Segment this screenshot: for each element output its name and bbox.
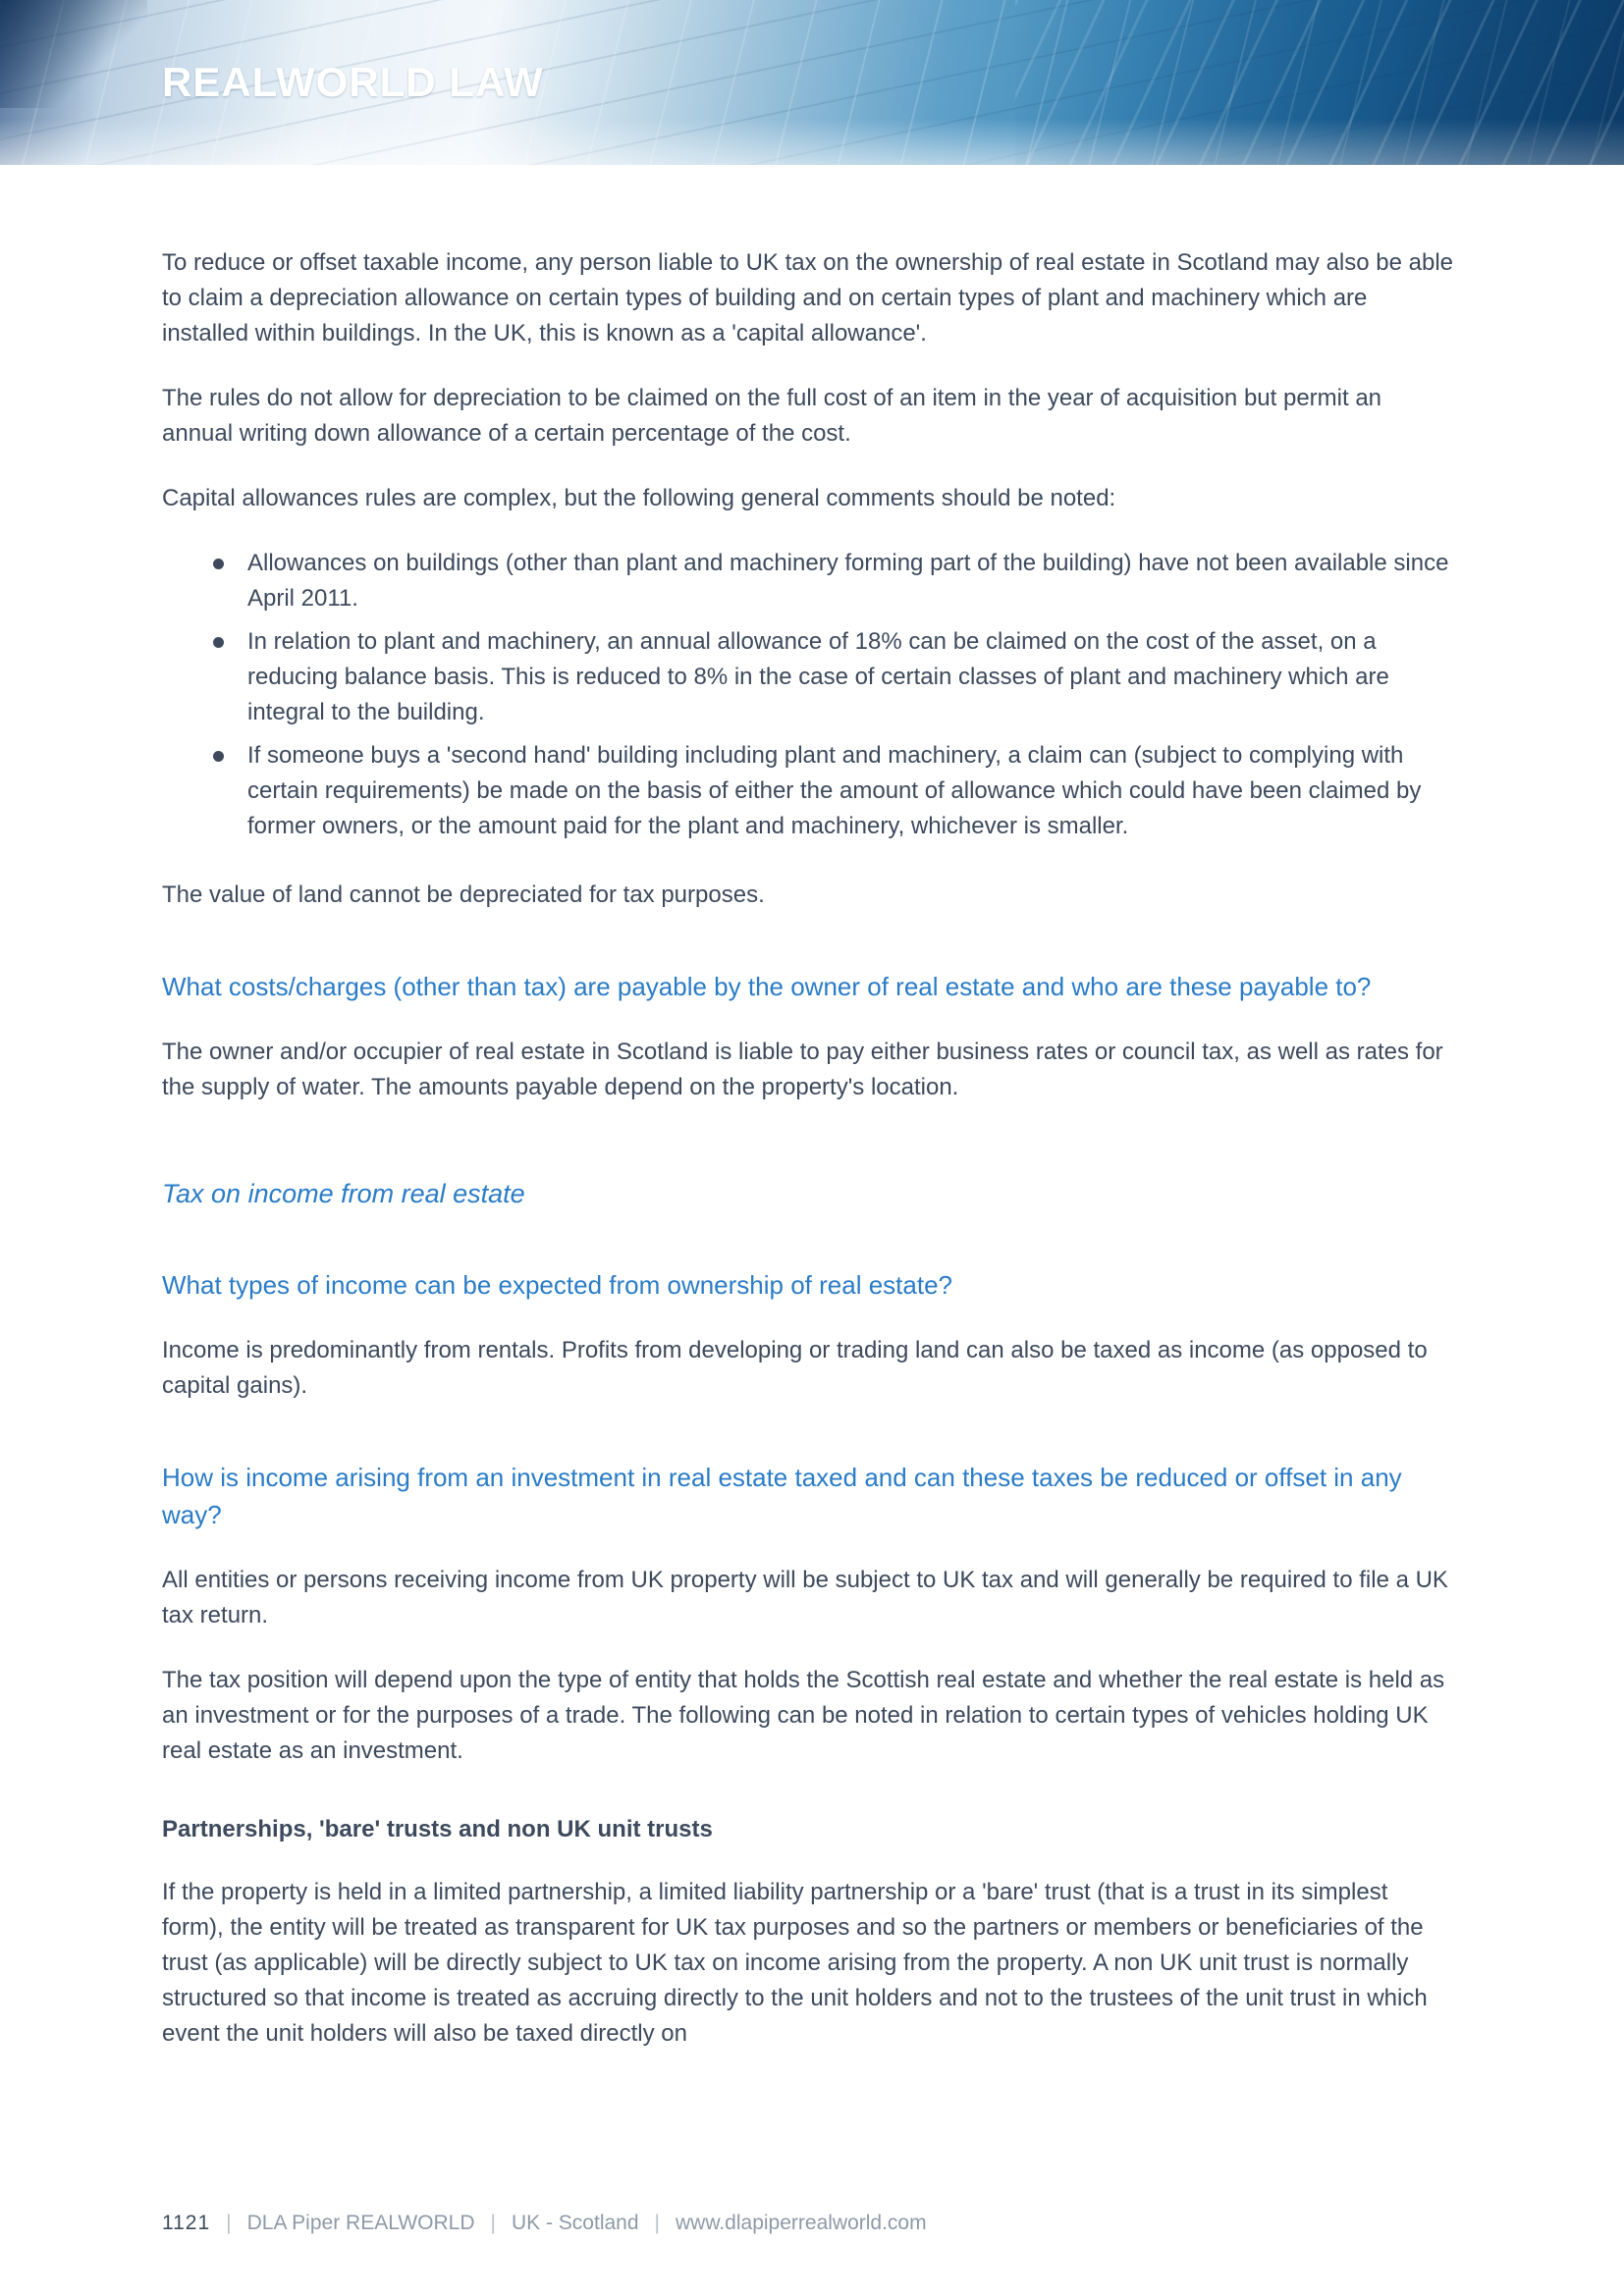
bullet-icon [213, 751, 224, 762]
bullet-item [213, 624, 1453, 730]
bullet-item [213, 546, 1453, 616]
paragraph-rules-complex: Capital allowances rules are complex, but the following general comments should be noted: [162, 485, 1116, 511]
footer-separator: | [490, 2212, 496, 2234]
footer-separator: | [654, 2212, 660, 2234]
bullet-text: If someone buys a 'second hand' building including plant and machinery, a claim can (subject to complying with certain requirements) be made on the basis of either the amount of allowance which could have been claimed by former owners, or the amount paid for the plant and machinery, whichever is smaller. [247, 742, 1422, 839]
bullet-item [213, 738, 1453, 844]
brand-title: REALWORLD LAW [162, 59, 544, 105]
bullet-icon [213, 559, 224, 569]
paragraph-limited-partnership: If the property is held in a limited partnership, a limited liability partnership or a 'bare' trust (that is a trust in its simplest form), the entity will be treated as transparent for UK tax purposes and so the partners or members or beneficiaries of the trust (as applicable) will be directly subject to UK tax on income arising from the property. A non UK unit trust is normally structured so that income is treated as accruing directly to the unit holders and not to the trustees of the unit trust in which event the unit holders will also be taxed directly on [162, 1879, 1428, 2047]
paragraph-writing-down: The rules do not allow for depreciation to be claimed on the full cost of an item in the year of acquisition but permit an annual writing down allowance of a certain percentage of the cost. [162, 385, 1382, 447]
paragraph-income-rentals: Income is predominantly from rentals. Profits from developing or trading land can also be taxed as income (as opposed to capital gains). [162, 1337, 1428, 1399]
footer-url[interactable]: www.dlapiperrealworld.com [676, 2212, 927, 2234]
page-number: 1121 [162, 2212, 211, 2234]
section-heading-income-taxed: How is income arising from an investment in real estate taxed and can these taxes be reduced or offset in any way? [162, 1463, 1402, 1529]
document-body [0, 165, 1624, 2052]
paragraph-uk-tax-return: All entities or persons receiving income from UK property will be subject to UK tax and will generally be required to file a UK tax return. [162, 1567, 1448, 1629]
subheading-partnerships-trusts: Partnerships, 'bare' trusts and non UK unit trusts [162, 1816, 713, 1842]
bullet-icon [213, 637, 224, 648]
header-banner [0, 0, 1624, 165]
section-heading-types-of-income: What types of income can be expected from ownership of real estate? [162, 1270, 952, 1300]
footer-region: UK - Scotland [511, 2212, 639, 2234]
paragraph-tax-position: The tax position will depend upon the type of entity that holds the Scottish real estate and whether the real estate is held as an investment or for the purposes of a trade. The following can be noted in relation to certain types of vehicles holding UK real estate as an investment. [162, 1667, 1445, 1764]
footer-separator: | [226, 2212, 232, 2234]
bullet-list [162, 546, 1453, 844]
footer-brand: DLA Piper REALWORLD [246, 2212, 475, 2234]
section-heading-tax-on-income: Tax on income from real estate [162, 1179, 525, 1208]
bullet-text: In relation to plant and machinery, an annual allowance of 18% can be claimed on the cost of the asset, on a reducing balance basis. This is reduced to 8% in the case of certain classes of plant and machinery which are integral to the building. [247, 628, 1389, 725]
paragraph-business-rates: The owner and/or occupier of real estate in Scotland is liable to pay either business rates or council tax, as well as rates for the supply of water. The amounts payable depend on the property's location. [162, 1039, 1443, 1100]
bullet-text: Allowances on buildings (other than plant and machinery forming part of the building) have not been available since April 2011. [247, 550, 1449, 612]
section-heading-costs-charges: What costs/charges (other than tax) are payable by the owner of real estate and who are these payable to? [162, 972, 1372, 1001]
paragraph-capital-allowance: To reduce or offset taxable income, any person liable to UK tax on the ownership of real estate in Scotland may also be able to claim a depreciation allowance on certain types of building and on certain types of plant and machinery which are installed within buildings. In the UK, this is known as a 'capital allowance'. [162, 249, 1453, 347]
paragraph-land-value: The value of land cannot be depreciated for tax purposes. [162, 881, 765, 908]
page-footer [162, 2212, 927, 2235]
